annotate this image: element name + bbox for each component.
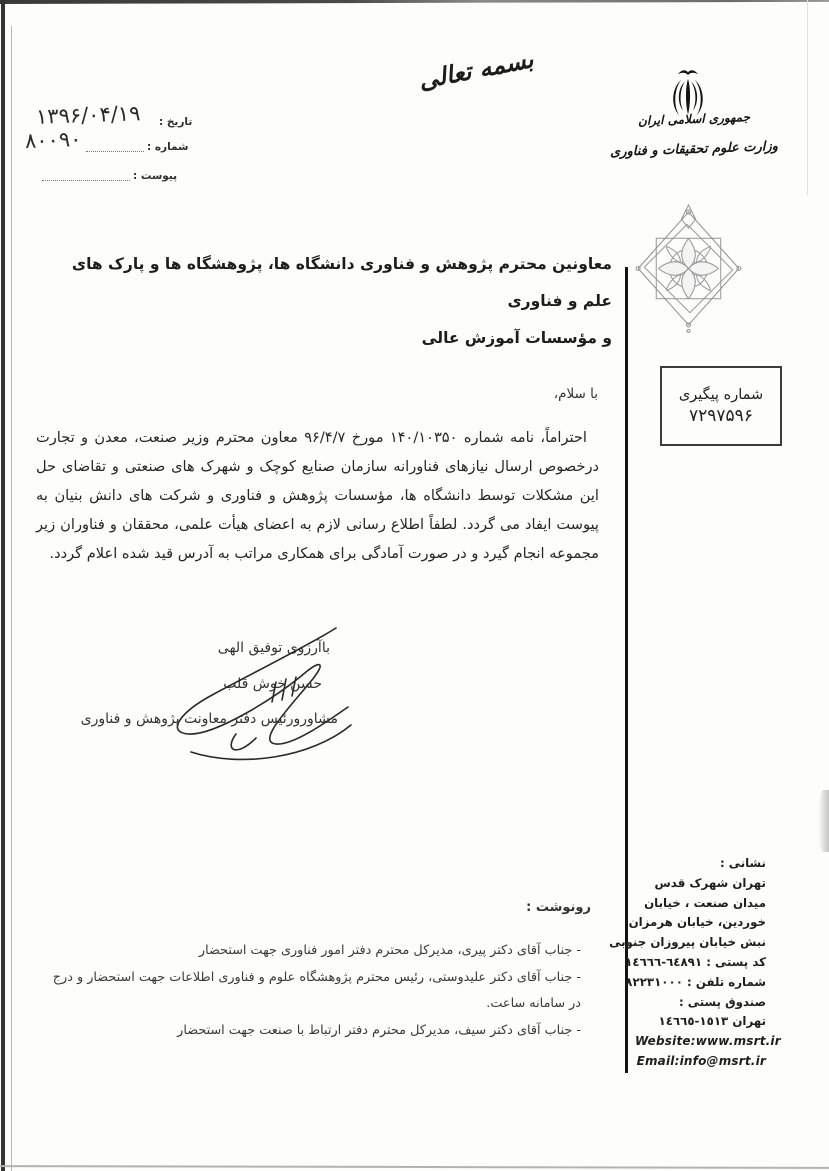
- tracking-number-box: [660, 366, 782, 446]
- addressee-line-1: معاونین محترم پژوهش و فناوری دانشگاه ها، پژوهشگاه ها و پارک های علم و فناوری: [71, 255, 612, 310]
- date-field-value: ۱۳۹۶/۰۴/۱۹: [35, 101, 141, 129]
- iran-national-emblem-icon: [666, 68, 710, 116]
- contact-line: میدان صنعت ، خیابان: [644, 895, 766, 910]
- postal-code-label: کد پستی :: [706, 954, 766, 969]
- cc-list: [41, 938, 581, 1044]
- phone-label: شماره تلفن :: [687, 974, 766, 989]
- addressee-line-2: و مؤسسات آموزش عالی: [421, 329, 612, 347]
- contact-block: [609, 854, 781, 1072]
- scan-edge-top: [0, 0, 829, 4]
- addressee-heading: [46, 246, 612, 357]
- contact-address-label: نشانی :: [719, 856, 766, 870]
- cc-item: - جناب آقای دکتر علیدوستی، رئیس محترم پژوهشگاه علوم و فناوری اطلاعات جهت استحضار و درج در سامانه ساعت.: [52, 969, 581, 1011]
- contact-line: خوردین، خیابان هرمزان: [628, 915, 766, 930]
- signatory-name: حسن خوش قلب: [223, 676, 322, 692]
- islimi-star-ornament-icon: [627, 202, 750, 335]
- postal-code-line: [625, 953, 766, 973]
- scan-edge-bottom: [0, 1165, 829, 1169]
- scan-edge-left-inner: [11, 26, 12, 1171]
- ministry-title: وزارت علوم تحقیقات و فناوری: [609, 139, 779, 160]
- pobox-city: تهران: [732, 1014, 766, 1029]
- signatory-title: مشاورورئیس دفتر معاونت پژوهش و فناوری: [80, 711, 338, 727]
- date-field-label: تاریخ :: [159, 116, 193, 128]
- cc-item: - جناب آقای دکتر سیف، مدیرکل محترم دفتر ارتباط با صنعت جهت استحضار: [177, 1022, 581, 1038]
- tracking-number: ۷۲۹۷۵۹۶: [689, 405, 753, 426]
- handwritten-signature-icon: [136, 610, 364, 762]
- website-line: Website:www.msrt.ir: [635, 1034, 781, 1049]
- number-field-value: ۸۰۰۹۰: [24, 127, 82, 153]
- cc-item: - جناب آقای دکتر پیری، مدیرکل محترم دفتر امور فناوری جهت استحضار: [198, 943, 581, 958]
- signature-blessing: باآرزوی توفیق الهی: [217, 640, 330, 656]
- attachment-field-dotted-line: [42, 171, 130, 181]
- scan-smudge-right: [818, 790, 829, 852]
- scan-edge-right: [807, 0, 808, 195]
- contact-line: تهران شهرک قدس: [654, 875, 766, 890]
- number-field-label: شماره :: [147, 141, 189, 153]
- attachment-field-label: پیوست :: [133, 170, 178, 182]
- pobox-line: [635, 1012, 766, 1032]
- cc-label: رونوشت :: [526, 900, 591, 915]
- pobox-label: صندوق پستی :: [678, 994, 766, 1009]
- tracking-label: شماره پیگیری: [678, 386, 764, 403]
- republic-title: جمهوری اسلامی ایران: [637, 110, 751, 128]
- email-line: Email:info@msrt.ir: [636, 1053, 766, 1068]
- contact-line: نبش خیابان پیروزان جنوبی: [609, 935, 766, 950]
- postal-code-value: ١٤٦٦٦-٦٤٨٩١: [625, 954, 703, 969]
- besmele-calligraphy: بسمه تعالی: [416, 45, 536, 95]
- body-paragraph: احتراماً، نامه شماره ۱۴۰/۱۰۳۵۰ مورخ ۹۶/۴/۷ معاون محترم وزیر صنعت، معدن و تجارت درخصوص ارسال نیازهای فناورانه سازمان صنایع کوچک و شهرک های صنعتی و تقاضای حل این مشکلات توسط دانشگاه ها، مؤسسات پژوهش و فناوری و شرکت های دانش بنیان به پیوست ایفاد می گردد. لطفاً اطلاع رسانی لازم به اعضای هیأت علمی، محققان و فناوران زیر مجموعه انجام گیرد و در صورت آمادگی برای همکاری مراتب به آدرس قید شده اعلام گردد.: [36, 429, 599, 562]
- scan-edge-left: [1, 0, 5, 1171]
- number-field-dotted-line: [86, 142, 144, 152]
- pobox-value: ١٤٦٦٥-١٥١٣: [658, 1014, 729, 1029]
- phone-line: [625, 973, 766, 993]
- salutation: با سلام،: [553, 386, 598, 402]
- phone-value: ٨٢٢٣١٠٠٠: [625, 974, 683, 989]
